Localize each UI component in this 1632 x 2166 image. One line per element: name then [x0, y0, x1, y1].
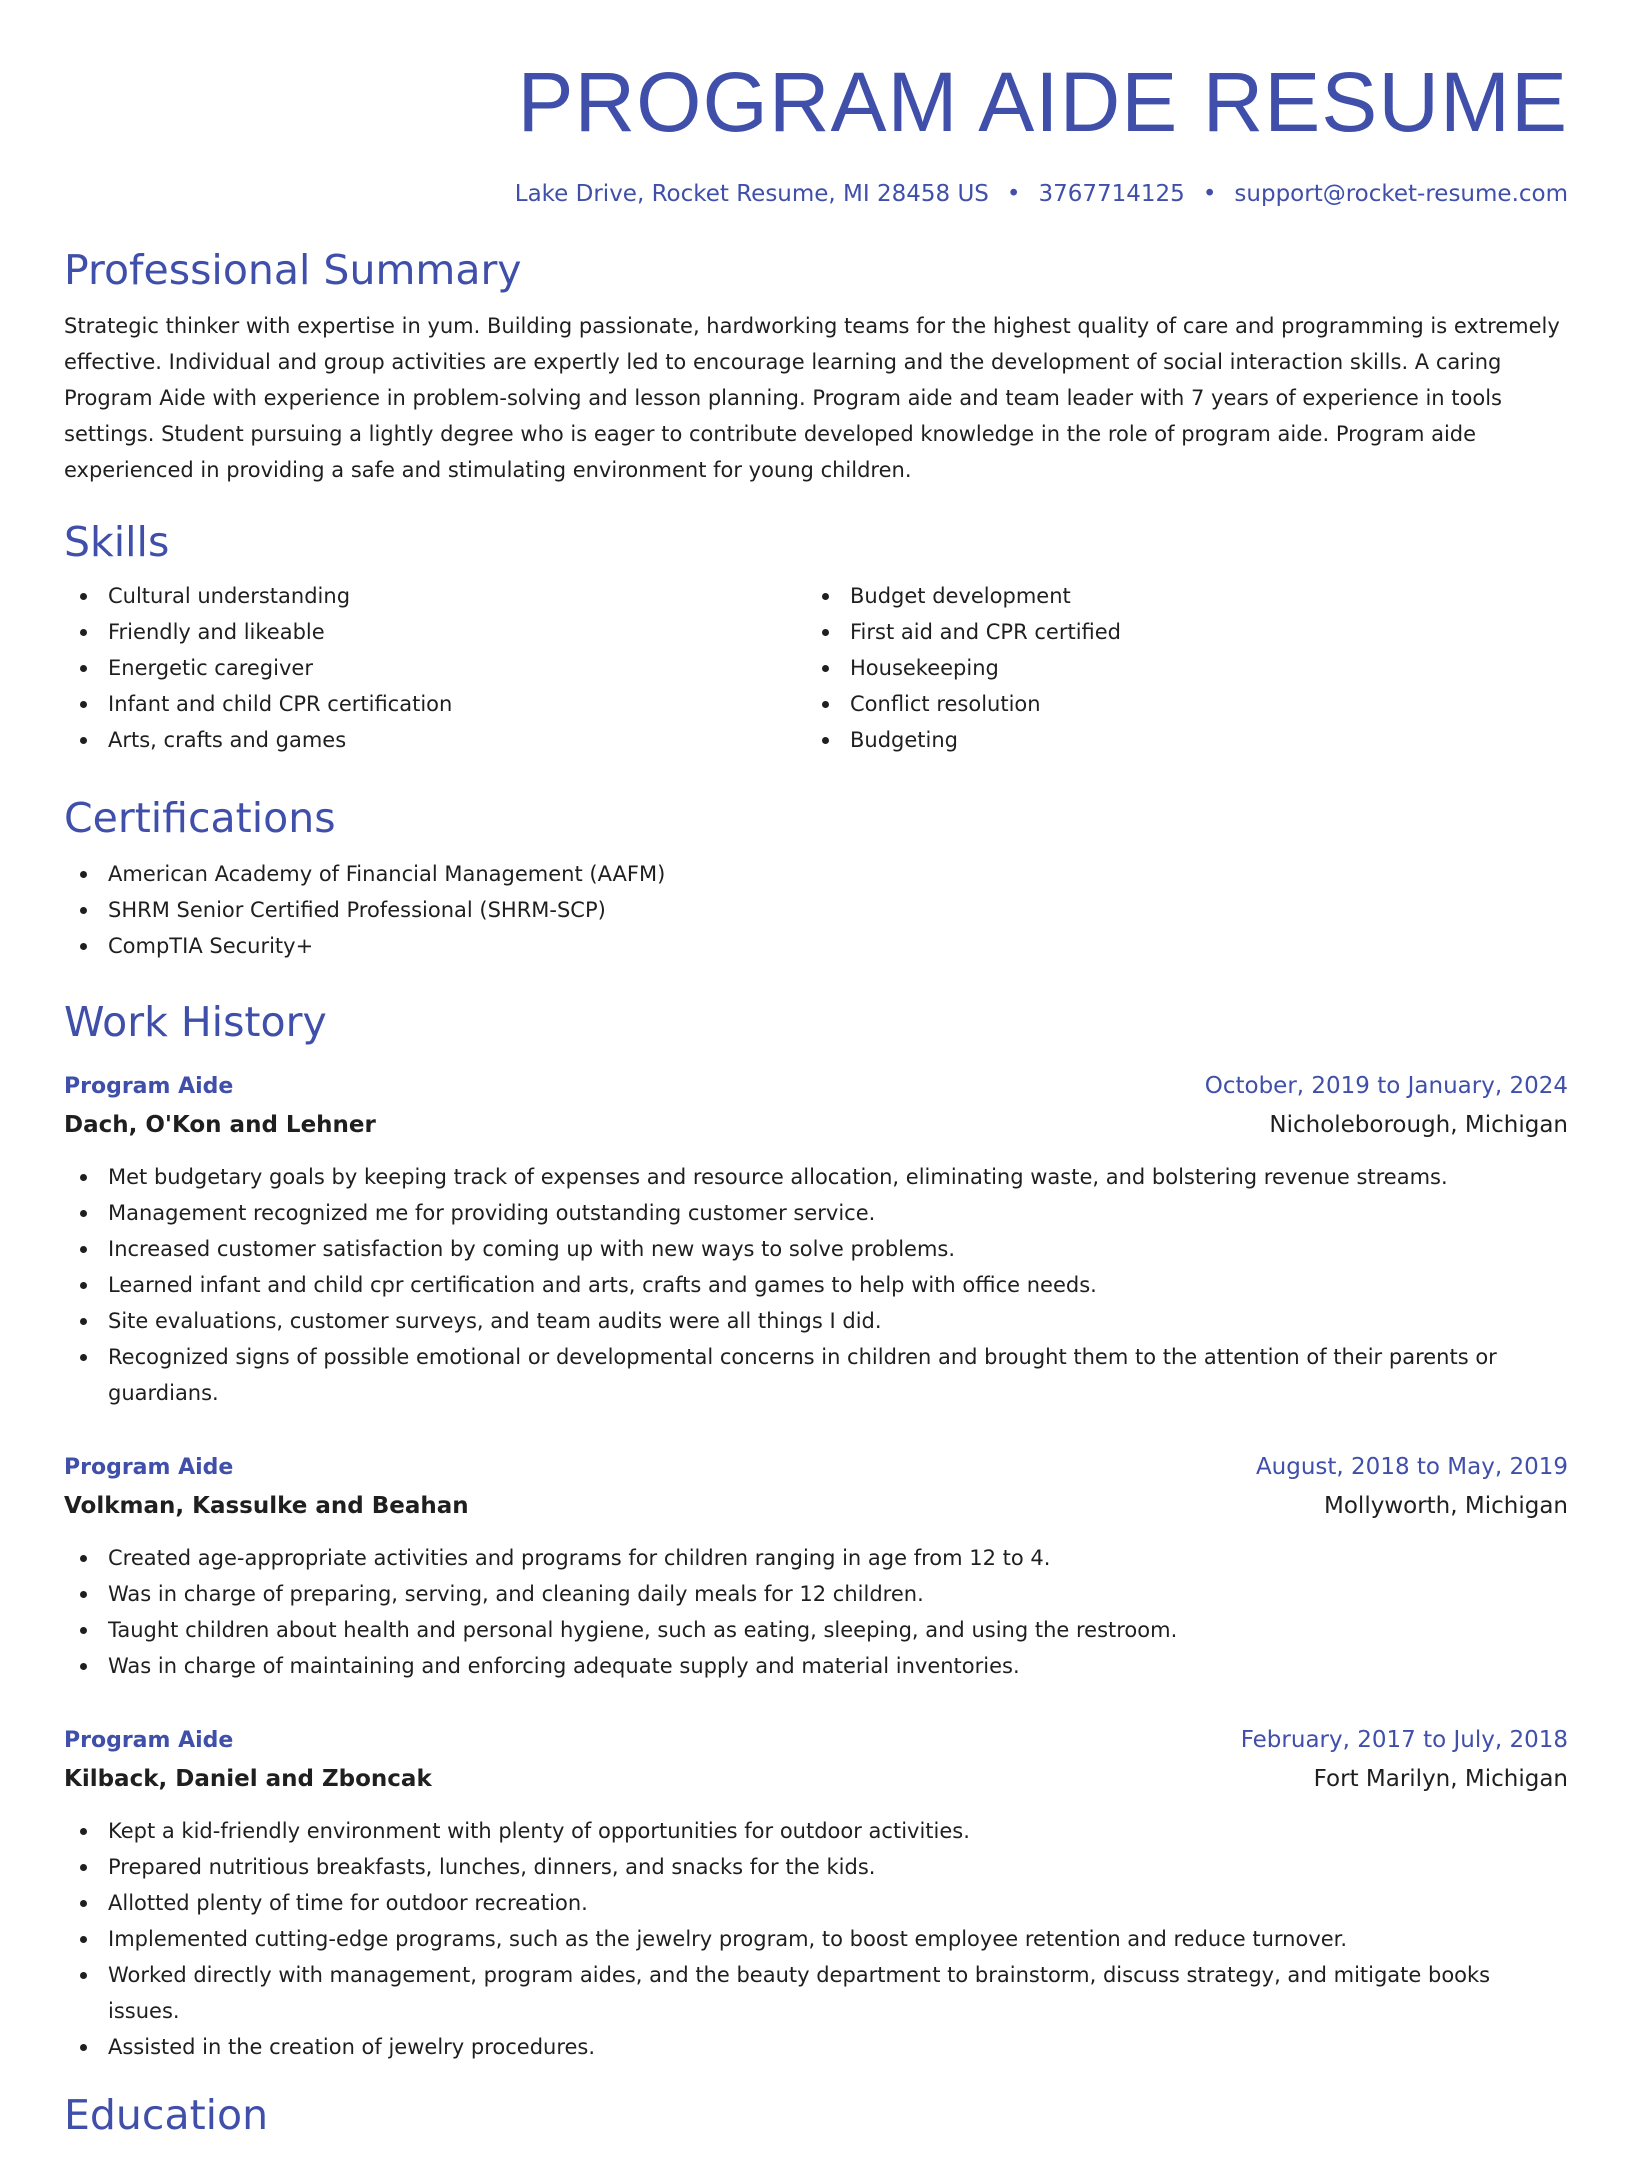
job-duty-item: Kept a kid-friendly environment with plenty of opportunities for outdoor activities. [64, 1813, 1568, 1849]
job-duty-item: Implemented cutting-edge programs, such as the jewelry program, to boost employee retention and reduce turnover. [64, 1921, 1568, 1957]
job-title-row [64, 1722, 1568, 1759]
certifications-list [64, 856, 1568, 964]
skill-item: Budgeting [806, 722, 1548, 758]
work-history-heading: Work History [64, 998, 327, 1046]
job-dates: August, 2018 to May, 2019 [1255, 1454, 1568, 1480]
job-duty-item: Met budgetary goals by keeping track of expenses and resource allocation, eliminating waste, and bolstering revenue streams. [64, 1159, 1568, 1195]
certification-item: CompTIA Security+ [64, 928, 1568, 964]
contact-address: Lake Drive, Rocket Resume, MI 28458 US [514, 181, 989, 207]
job-location: Mollyworth, Michigan [1324, 1493, 1568, 1519]
skills-list-right [806, 578, 1548, 758]
job-company-row [64, 1105, 1568, 1145]
skill-item: Conflict resolution [806, 686, 1548, 722]
job-entry [64, 1068, 1568, 1411]
skills-list-left [64, 578, 806, 758]
certification-item: SHRM Senior Certified Professional (SHRM-SCP) [64, 892, 1568, 928]
job-duty-item: Increased customer satisfaction by coming up with new ways to solve problems. [64, 1231, 1568, 1267]
skill-item: Energetic caregiver [64, 650, 806, 686]
skill-item: Arts, crafts and games [64, 722, 806, 758]
skills-columns [64, 578, 1568, 758]
certifications-heading: Certifications [64, 794, 336, 842]
job-location: Nicholeborough, Michigan [1269, 1112, 1568, 1138]
job-company: Kilback, Daniel and Zboncak [64, 1766, 432, 1792]
job-duty-item: Was in charge of preparing, serving, and cleaning daily meals for 12 children. [64, 1576, 1568, 1612]
skill-item: Budget development [806, 578, 1548, 614]
job-title-row [64, 1068, 1568, 1105]
job-duty-item: Prepared nutritious breakfasts, lunches, dinners, and snacks for the kids. [64, 1849, 1568, 1885]
skill-item: Infant and child CPR certification [64, 686, 806, 722]
job-duties-list [64, 1540, 1568, 1684]
contact-line [64, 178, 1568, 210]
contact-phone: 3767714125 [1038, 181, 1185, 207]
skill-item: First aid and CPR certified [806, 614, 1548, 650]
job-company: Volkman, Kassulke and Beahan [64, 1493, 469, 1519]
job-title: Program Aide [64, 1074, 234, 1099]
job-title-row [64, 1449, 1568, 1486]
job-duty-item: Site evaluations, customer surveys, and team audits were all things I did. [64, 1303, 1568, 1339]
job-dates: February, 2017 to July, 2018 [1240, 1727, 1568, 1753]
skill-item: Housekeeping [806, 650, 1548, 686]
job-duty-item: Assisted in the creation of jewelry procedures. [64, 2029, 1568, 2065]
job-duty-item: Created age-appropriate activities and programs for children ranging in age from 12 to 4. [64, 1540, 1568, 1576]
resume-title: PROGRAM AIDE RESUME [517, 55, 1568, 149]
job-company: Dach, O'Kon and Lehner [64, 1112, 376, 1138]
job-duty-item: Learned infant and child cpr certification and arts, crafts and games to help with office needs. [64, 1267, 1568, 1303]
job-location: Fort Marilyn, Michigan [1313, 1766, 1568, 1792]
job-company-row [64, 1759, 1568, 1799]
job-entry [64, 1722, 1568, 2065]
job-duty-item: Worked directly with management, program aides, and the beauty department to brainstorm, discuss strategy, and mitigate books issues. [64, 1957, 1568, 2029]
job-company-row [64, 1486, 1568, 1526]
resume-page [0, 54, 1632, 2166]
job-dates: October, 2019 to January, 2024 [1204, 1073, 1568, 1099]
job-title: Program Aide [64, 1728, 234, 1753]
skills-heading: Skills [64, 518, 170, 566]
job-duty-item: Taught children about health and personal hygiene, such as eating, sleeping, and using the restroom. [64, 1612, 1568, 1648]
job-duty-item: Allotted plenty of time for outdoor recreation. [64, 1885, 1568, 1921]
certification-item: American Academy of Financial Management (AAFM) [64, 856, 1568, 892]
job-duty-item: Was in charge of maintaining and enforcing adequate supply and material inventories. [64, 1648, 1568, 1684]
summary-text: Strategic thinker with expertise in yum. Building passionate, hardworking teams for the highest quality of care and programming is extremely effective. Individual and group activities are expertly led to encourage learning and the development of social interaction skills. A caring Program Aide with experience in problem-solving and lesson planning. Program aide and team leader with 7 years of experience in tools settings. Student pursuing a lightly degree who is eager to contribute developed knowledge in the role of program aide. Program aide experienced in providing a safe and stimulating environment for young children. [64, 314, 1560, 482]
contact-separator: • [1202, 181, 1217, 207]
job-duties-list [64, 1159, 1568, 1411]
job-title: Program Aide [64, 1455, 234, 1480]
contact-separator: • [1006, 181, 1021, 207]
skill-item: Friendly and likeable [64, 614, 806, 650]
education-heading: Education [64, 2091, 269, 2139]
resume-header [64, 54, 1568, 210]
contact-email: support@rocket-resume.com [1234, 181, 1568, 207]
summary-heading: Professional Summary [64, 246, 522, 294]
job-duty-item: Recognized signs of possible emotional or developmental concerns in children and brought them to the attention of their parents or guardians. [64, 1339, 1568, 1411]
job-duties-list [64, 1813, 1568, 2065]
skill-item: Cultural understanding [64, 578, 806, 614]
job-entry [64, 1449, 1568, 1684]
job-duty-item: Management recognized me for providing outstanding customer service. [64, 1195, 1568, 1231]
